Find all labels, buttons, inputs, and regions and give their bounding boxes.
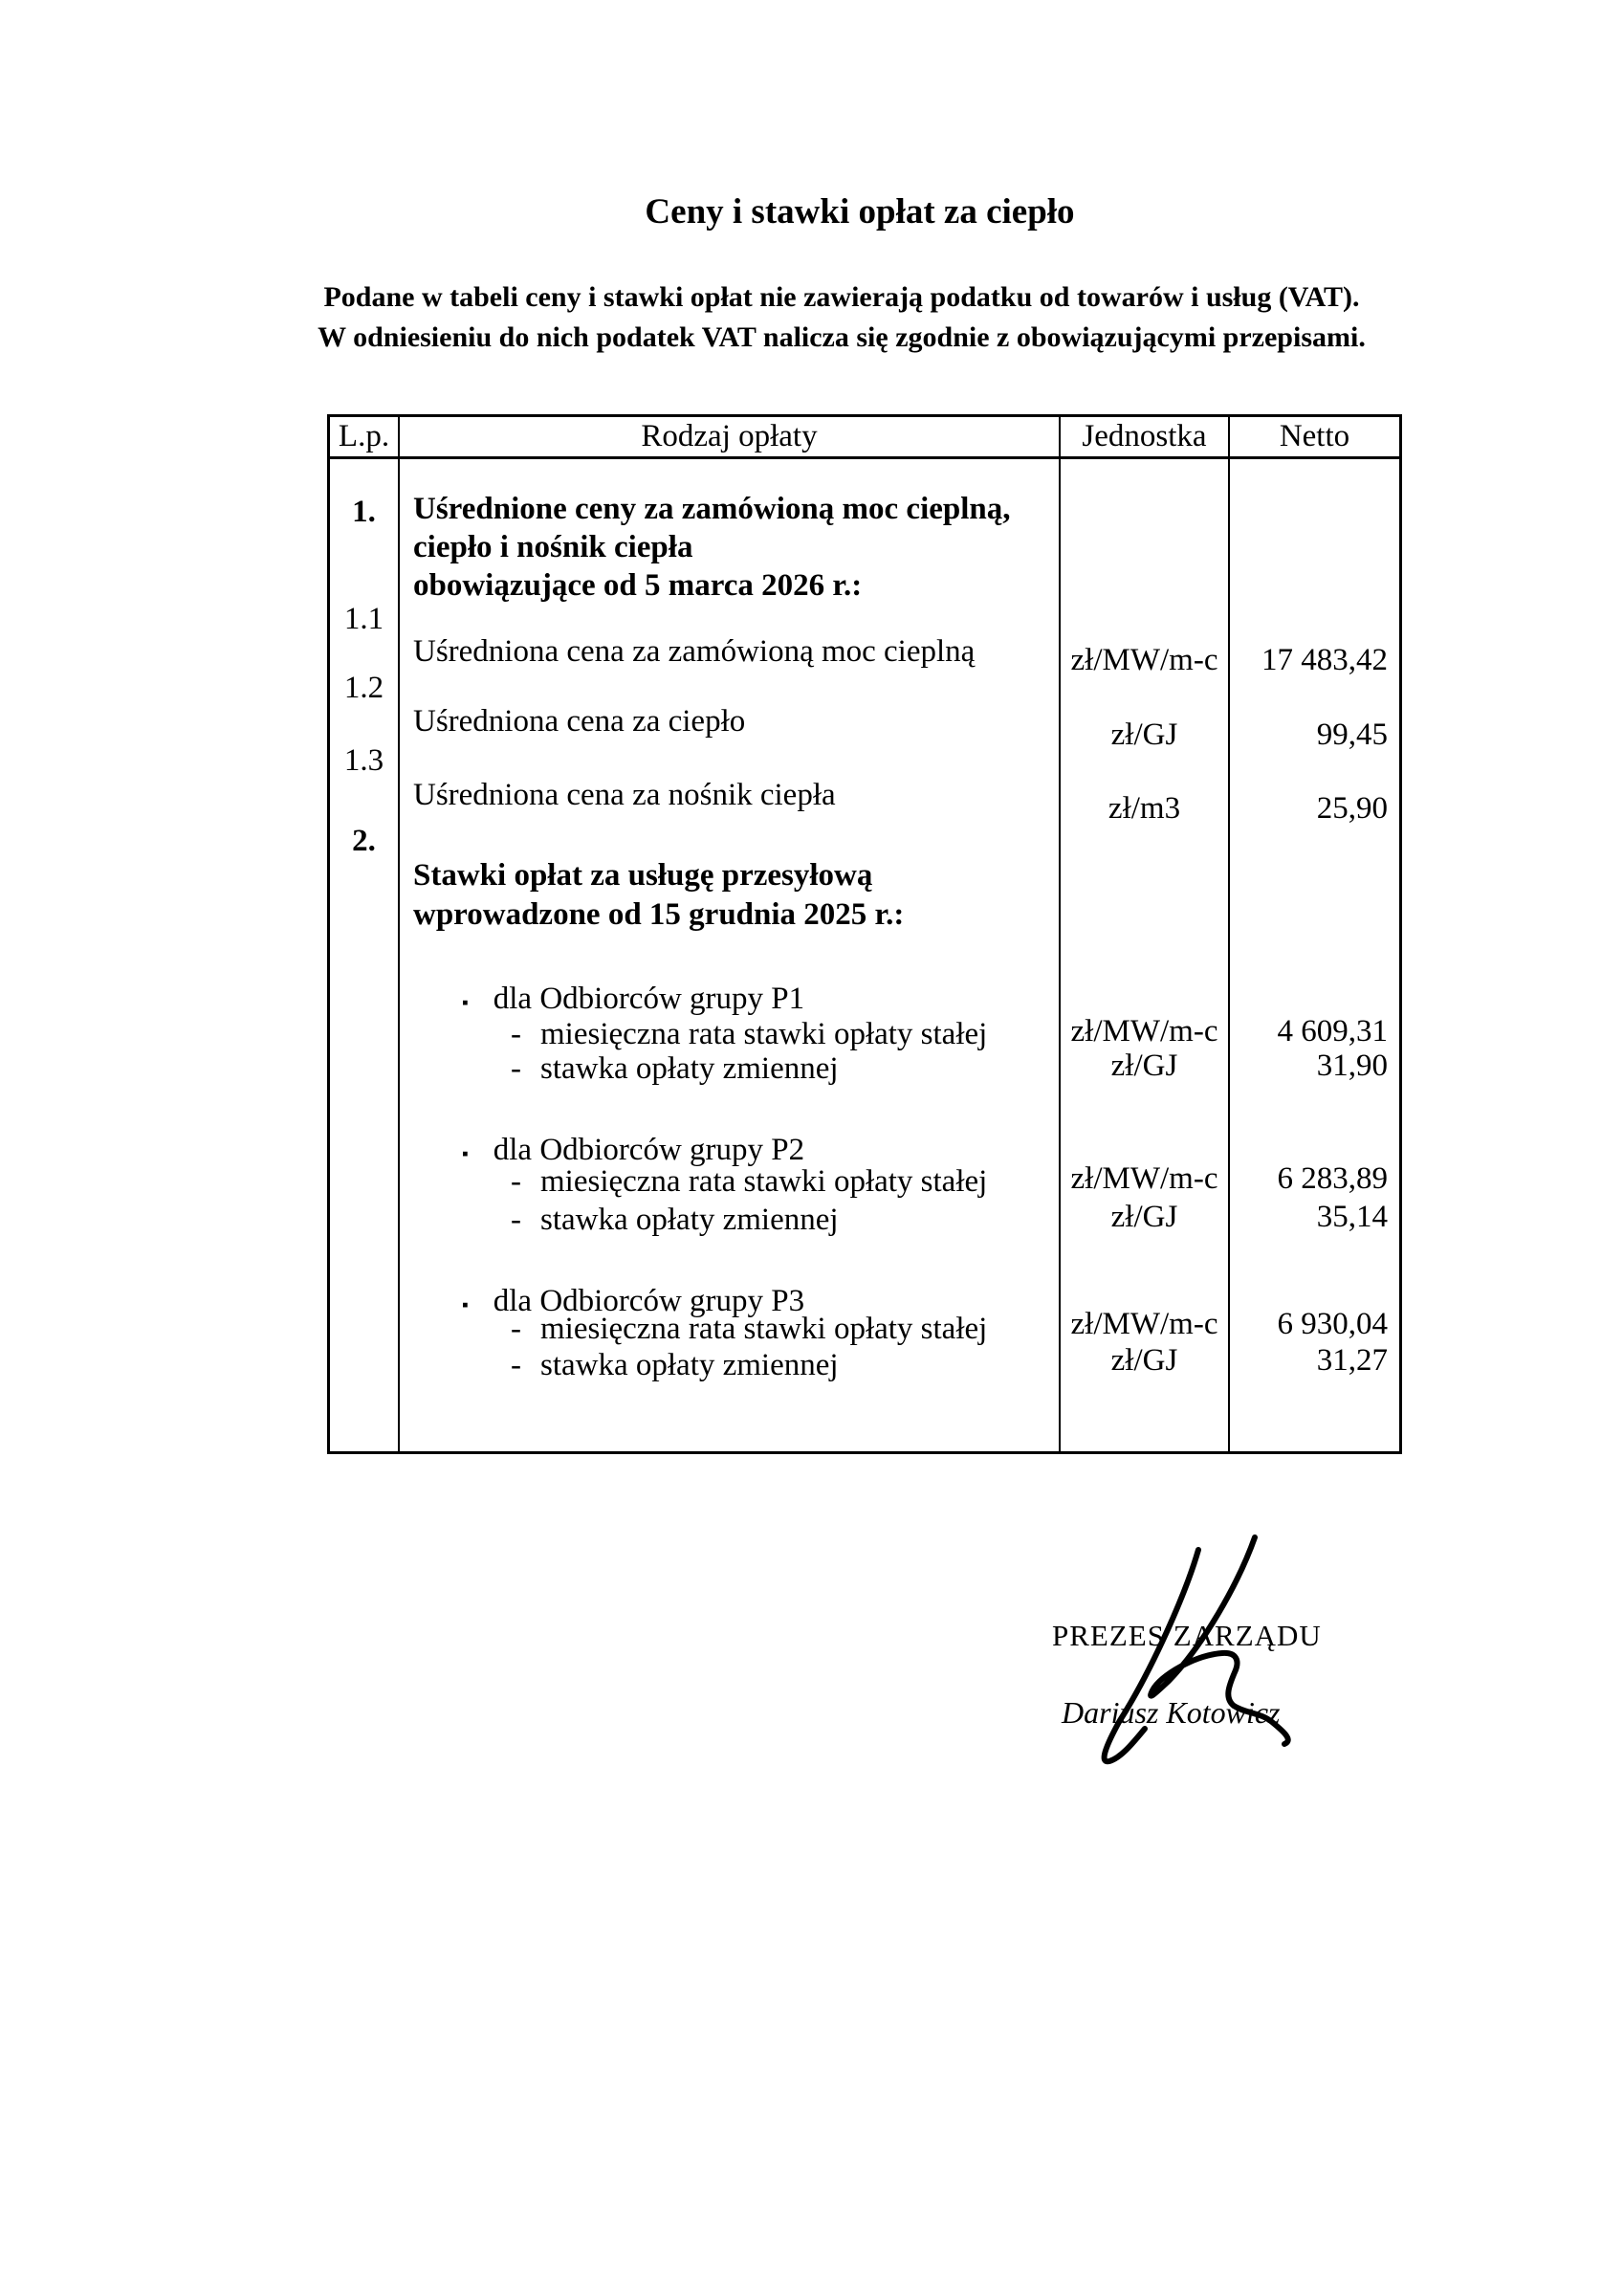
unit-p1-fixed: zł/MW/m-c [1070,1014,1218,1049]
section-1-title [413,490,1011,605]
group-p2-item-1-label: miesięczna rata stawki opłaty stałej [540,1164,988,1199]
col-header-charge-type: Rodzaj opłaty [400,417,1061,456]
column-unit [1061,459,1230,1451]
unit-1-2: zł/GJ [1110,718,1178,752]
group-p3-item-1-label: miesięczna rata stawki opłaty stałej [540,1312,988,1346]
group-p3-name: dla Odbiorców grupy P3 [493,1284,805,1318]
signer-name: Dariusz Kotowicz [1062,1695,1281,1730]
section-2-title-line-2: wprowadzone od 15 grudnia 2025 r.: [413,897,905,932]
dash-marker: - [511,1203,521,1237]
signature-strokes [1033,1492,1377,1799]
intro-line-1: Podane w tabeli ceny i stawki opłat nie zawierają podatku od towarów i usług (VAT). [323,281,1360,313]
bullet-icon: ▪ [462,1144,469,1164]
unit-p2-variable: zł/GJ [1110,1200,1178,1234]
group-p1-item-1-label: miesięczna rata stawki opłaty stałej [540,1017,988,1051]
section-2-title-line-1: Stawki opłat za usługę przesyłową [413,858,873,893]
section-1-title-line-3: obowiązujące od 5 marca 2026 r.: [413,568,863,603]
lp-section-1: 1. [352,495,376,529]
net-p2-variable: 35,14 [1316,1200,1388,1234]
signer-role: PREZES ZARZĄDU [1052,1619,1322,1652]
bullet-icon: ▪ [462,993,469,1013]
net-p3-fixed: 6 930,04 [1277,1307,1388,1341]
group-p3-item-1 [511,1311,987,1347]
bullet-icon: ▪ [462,1295,469,1315]
group-p2-name: dla Odbiorców grupy P2 [493,1133,805,1167]
lp-row-1-1: 1.1 [343,602,384,636]
document-title: Ceny i stawki opłat za ciepło [645,192,1075,232]
group-p2-item-1 [511,1163,987,1200]
dash-marker: - [511,1164,521,1199]
lp-section-2: 2. [352,824,376,858]
column-charge-type [400,459,1061,1451]
group-p1-item-1 [511,1016,987,1052]
unit-p3-variable: zł/GJ [1110,1343,1178,1378]
row-label-1-1: Uśredniona cena za zamówioną moc cieplną [413,634,976,669]
net-1-1: 17 483,42 [1261,643,1388,677]
column-net [1230,459,1399,1451]
group-p3-item-2 [511,1347,839,1383]
dash-marker: - [511,1017,521,1051]
dash-marker: - [511,1348,521,1382]
column-lp [330,459,400,1451]
section-2-title [413,856,904,935]
net-p1-fixed: 4 609,31 [1277,1014,1388,1049]
dash-marker: - [511,1051,521,1086]
unit-p3-fixed: zł/MW/m-c [1070,1307,1218,1341]
unit-p2-fixed: zł/MW/m-c [1070,1161,1218,1196]
section-1-title-line-2: ciepło i nośnik ciepła [413,530,693,564]
net-p3-variable: 31,27 [1316,1343,1388,1378]
group-p2-item-2 [511,1202,839,1238]
intro-line-2: W odniesieniu do nich podatek VAT nalicza się zgodnie z obowiązującymi przepisami. [318,321,1366,353]
col-header-unit: Jednostka [1061,417,1230,456]
net-p2-fixed: 6 283,89 [1277,1161,1388,1196]
unit-1-1: zł/MW/m-c [1070,643,1218,677]
row-label-1-3: Uśredniona cena za nośnik ciepła [413,778,836,812]
table-header-row [330,417,1399,459]
group-p1-item-2 [511,1050,839,1087]
net-1-2: 99,45 [1316,718,1388,752]
lp-row-1-3: 1.3 [343,743,384,778]
lp-row-1-2: 1.2 [343,671,384,705]
group-p1-name: dla Odbiorców grupy P1 [493,982,805,1016]
net-1-3: 25,90 [1316,791,1388,826]
unit-1-3: zł/m3 [1108,791,1181,826]
group-p1-item-2-label: stawka opłaty zmiennej [540,1051,839,1086]
group-p2-item-2-label: stawka opłaty zmiennej [540,1203,839,1237]
intro-paragraph [143,277,1540,358]
dash-marker: - [511,1312,521,1346]
col-header-net: Netto [1279,419,1350,453]
table-body [330,459,1399,1451]
section-1-title-line-1: Uśrednione ceny za zamówioną moc cieplną, [413,492,1011,526]
group-p3-item-2-label: stawka opłaty zmiennej [540,1348,839,1382]
price-table [327,414,1402,1454]
net-p1-variable: 31,90 [1316,1049,1388,1083]
col-header-lp: L.p. [330,417,400,456]
row-label-1-2: Uśredniona cena za ciepło [413,704,746,739]
unit-p1-variable: zł/GJ [1110,1049,1178,1083]
